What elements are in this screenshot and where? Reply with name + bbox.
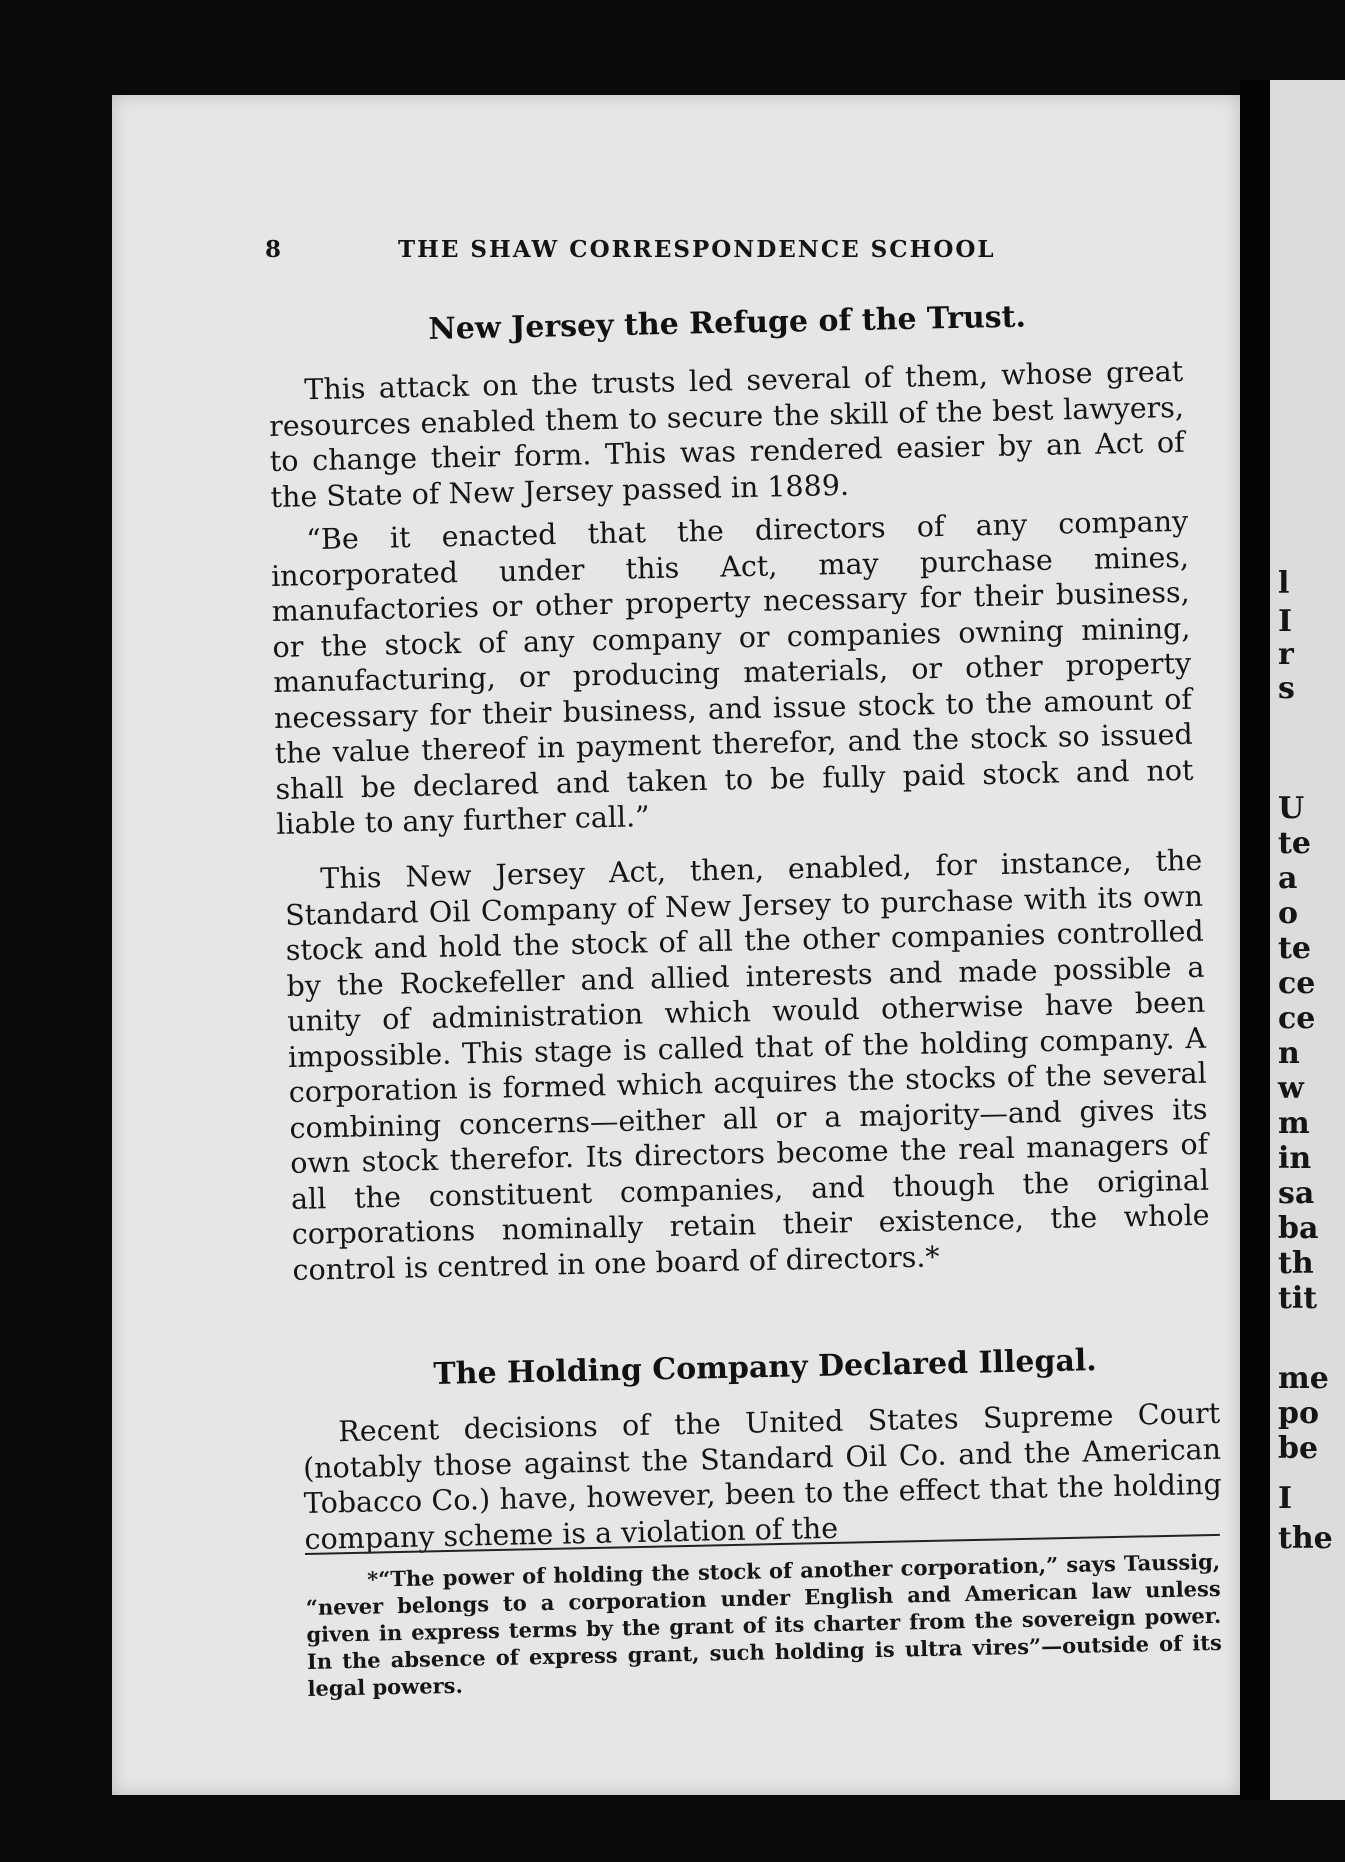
- paragraph: “Be it enacted that the directors of any company incorporated under this Act, may purchase mines, manufactories or other property necessary for their business, or the stock of any company or companies owning mining, manufacturing, or producing materials, or other property necessary for their business, and issue stock to the amount of the value thereof in payment therefor, and the stock so issued shall be declared and taken to be fully paid stock and not liable to any further call.”: [270, 504, 1194, 841]
- facing-page-fragment: m: [1278, 1106, 1310, 1141]
- paragraph: This New Jersey Act, then, enabled, for instance, the Standard Oil Company of New Jersey to purchase with its own stock and hold the stock of all the other companies controlled by the Rockefeller and allied interests and made possible a unity of administration which would otherwise have been impossible. This stage is called that of the holding company. A corporation is formed which acquires the stocks of the several combining concerns—either all or a majority—and gives its own stock therefor. Its directors become the real managers of all the constituent companies, and though the original corporations nominally retain their existence, the whole control is centred in one board of directors.*: [284, 843, 1210, 1287]
- facing-page-fragment: l: [1278, 566, 1290, 601]
- facing-page-fragment: ba: [1278, 1211, 1319, 1246]
- facing-page-fragment: ce: [1278, 966, 1316, 1001]
- running-title: THE SHAW CORRESPONDENCE SCHOOL: [398, 236, 996, 263]
- section-heading: The Holding Company Declared Illegal.: [433, 1343, 1098, 1392]
- book-gutter: [1240, 80, 1270, 1800]
- facing-page-edge: [1270, 80, 1345, 1800]
- facing-page-fragment: I: [1278, 1481, 1293, 1516]
- facing-page-fragment: n: [1278, 1036, 1300, 1071]
- section-heading: New Jersey the Refuge of the Trust.: [428, 299, 1027, 347]
- facing-page-fragment: o: [1278, 896, 1299, 931]
- facing-page-fragment: in: [1278, 1141, 1312, 1176]
- footnote: *“The power of holding the stock of another corporation,” says Taussig, “never belongs to a corporation under English and American law unless given in express terms by the grant of its charter from the sovereign power. In the absence of express grant, such holding is ultra vires”—outside of its legal powers.: [305, 1548, 1223, 1701]
- facing-page-fragment: sa: [1278, 1176, 1315, 1211]
- facing-page-fragment: be: [1278, 1431, 1319, 1466]
- page-number: 8: [265, 236, 284, 263]
- facing-page-fragment: s: [1278, 671, 1295, 706]
- facing-page-fragment: r: [1278, 637, 1294, 672]
- facing-page-fragment: a: [1278, 861, 1298, 896]
- facing-page-fragment: ce: [1278, 1001, 1316, 1036]
- facing-page-fragment: te: [1278, 826, 1311, 861]
- facing-page-fragment: U: [1278, 791, 1305, 826]
- facing-page-fragment: I: [1278, 604, 1293, 639]
- facing-page-fragment: te: [1278, 931, 1311, 966]
- facing-page-fragment: me: [1278, 1361, 1329, 1396]
- facing-page-fragment: w: [1278, 1071, 1304, 1106]
- paragraph: This attack on the trusts led several of them, whose great resources enabled them to secure the skill of the best lawyers, to change their form. This was rendered easier by an Act of the State of New Jersey passed in 1889.: [268, 354, 1185, 514]
- running-head: [265, 236, 1075, 276]
- facing-page-fragment: the: [1278, 1521, 1333, 1556]
- facing-page-fragment: po: [1278, 1396, 1319, 1431]
- facing-page-fragment: tit: [1278, 1281, 1318, 1316]
- paragraph: Recent decisions of the United States Supreme Court (notably those against the Standard Oil Co. and the American Tobacco Co.) have, however, been to the effect that the holding company scheme is a violation of the: [302, 1396, 1222, 1556]
- facing-page-fragment: th: [1278, 1246, 1314, 1281]
